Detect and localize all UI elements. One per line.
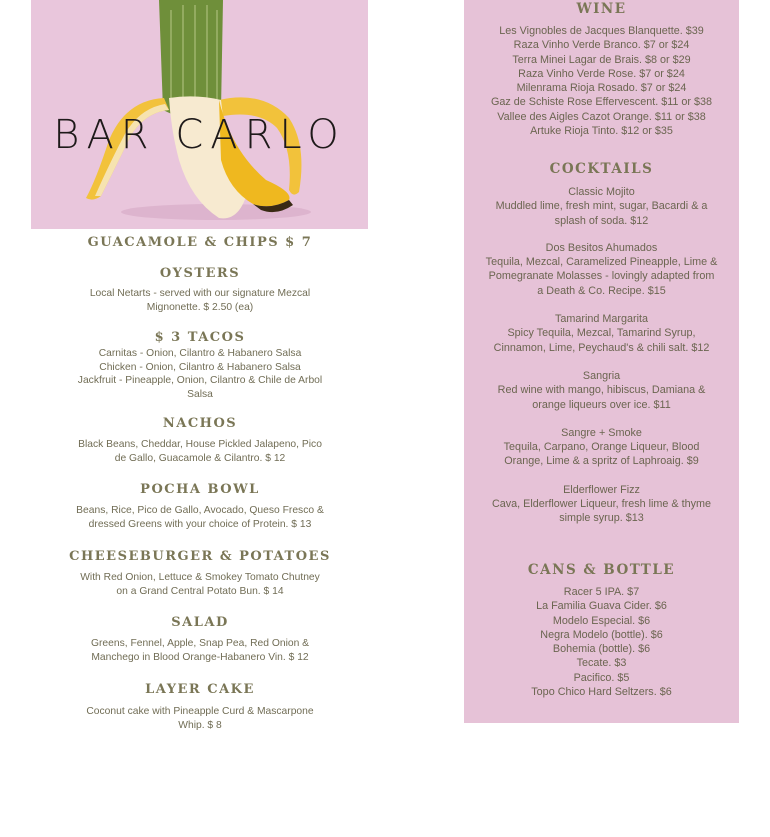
- bar-name-title: BAR CARLO: [53, 112, 346, 158]
- section-heading: WINE: [576, 1, 627, 17]
- cocktail-item: [464, 483, 739, 526]
- cocktail-name: Elderflower Fizz: [563, 483, 640, 496]
- beverage-item: Bohemia (bottle). $6: [552, 643, 651, 656]
- beverage-item: Racer 5 IPA. $7: [563, 586, 640, 598]
- cocktail-item: [464, 369, 739, 412]
- item-description: Carnitas - Onion, Cilantro & Habanero Salsa: [98, 348, 302, 359]
- cocktail-description: Cinnamon, Lime, Peychaud's & chili salt. $12: [493, 341, 710, 354]
- menu-section-tacos: [55, 329, 345, 401]
- beverage-item: Modelo Especial. $6: [552, 614, 651, 627]
- section-heading: CHEESEBURGER & POTATOES: [69, 549, 331, 564]
- item-description: Manchego in Blood Orange-Habanero Vin. $ 12: [91, 651, 309, 663]
- menu-section-salad: [55, 614, 345, 664]
- item-description: dressed Greens with your choice of Protein. $ 13: [88, 518, 312, 530]
- section-heading: LAYER CAKE: [145, 682, 255, 697]
- cocktail-description: Orange, Lime & a spritz of Laphroaig. $9: [504, 455, 699, 468]
- wine-item: Terra Minei Lagar de Brais. $8 or $29: [512, 53, 691, 66]
- menu-section-pocha-bowl: [55, 481, 345, 531]
- cocktail-description: Spicy Tequila, Mezcal, Tamarind Syrup,: [507, 327, 696, 340]
- cocktail-name: Classic Mojito: [568, 186, 635, 198]
- beverage-item: Tecate. $3: [576, 657, 627, 670]
- beverage-item: La Familia Guava Cider. $6: [536, 600, 667, 613]
- item-description: Coconut cake with Pineapple Curd & Mascarpone: [86, 706, 314, 717]
- cocktail-item: [464, 426, 739, 469]
- cocktail-item: [464, 241, 739, 298]
- cocktail-name: Sangre + Smoke: [561, 426, 642, 439]
- item-description: Mignonette. $ 2.50 (ea): [146, 301, 254, 313]
- section-heading: COCKTAILS: [549, 161, 654, 177]
- wine-item: Les Vignobles de Jacques Blanquette. $39: [499, 25, 704, 37]
- cocktail-description: Pomegranate Molasses - lovingly adapted from: [488, 270, 715, 283]
- cocktail-item: [464, 185, 739, 228]
- cocktail-description: Cava, Elderflower Liqueur, fresh lime & thyme: [491, 498, 712, 511]
- menu-section-wine: [464, 0, 739, 138]
- cocktail-description: simple syrup. $13: [559, 512, 644, 525]
- cocktail-description: splash of soda. $12: [554, 214, 649, 227]
- cocktail-description: a Death & Co. Recipe. $15: [537, 284, 666, 297]
- menu-section-cheeseburger: [55, 548, 345, 598]
- cocktail-description: Muddled lime, fresh mint, sugar, Bacardi & a: [495, 200, 708, 213]
- section-heading: OYSTERS: [159, 266, 241, 281]
- cocktail-name: Dos Besitos Ahumados: [545, 241, 658, 254]
- item-description: on a Grand Central Potato Bun. $ 14: [116, 585, 284, 597]
- menu-section-oysters: [55, 265, 345, 314]
- section-heading: GUACAMOLE & CHIPS $ 7: [87, 235, 313, 250]
- menu-section-nachos: [55, 415, 345, 465]
- section-heading: SALAD: [171, 615, 229, 630]
- item-description: Black Beans, Cheddar, House Pickled Jalapeno, Pico: [78, 439, 322, 450]
- menu-section-cans-bottle: [464, 561, 739, 699]
- drinks-panel: [464, 0, 739, 723]
- section-heading: $ 3 TACOS: [154, 330, 246, 345]
- beverage-item: Topo Chico Hard Seltzers. $6: [531, 686, 672, 699]
- cocktail-description: Tequila, Mezcal, Caramelized Pineapple, Lime &: [485, 256, 718, 269]
- menu-section-guacamole: [55, 234, 345, 252]
- menu-section-layer-cake: [55, 681, 345, 732]
- wine-item: Raza Vinho Verde Branco. $7 or $24: [513, 39, 690, 52]
- item-description: Chicken - Onion, Cilantro & Habanero Salsa: [99, 361, 301, 373]
- wine-item: Gaz de Schiste Rose Effervescent. $11 or $38: [490, 96, 713, 109]
- cocktail-item: [464, 312, 739, 355]
- item-description: Local Netarts - served with our signature Mezcal: [89, 288, 311, 299]
- hero-image: [31, 0, 368, 229]
- beverage-item: Negra Modelo (bottle). $6: [540, 628, 663, 641]
- menu-section-cocktails: [464, 160, 739, 526]
- wine-item: Vallee des Aigles Cazot Orange. $11 or $38: [497, 110, 706, 123]
- section-heading: CANS & BOTTLE: [527, 562, 676, 578]
- section-heading: NACHOS: [162, 416, 238, 431]
- wine-item: Raza Vinho Verde Rose. $7 or $24: [518, 67, 685, 80]
- wine-item: Artuke Rioja Tinto. $12 or $35: [530, 125, 673, 138]
- section-heading: POCHA BOWL: [140, 482, 260, 497]
- cocktail-name: Tamarind Margarita: [554, 313, 648, 326]
- wine-item: Milenrama Rioja Rosado. $7 or $24: [516, 82, 687, 95]
- item-description: Beans, Rice, Pico de Gallo, Avocado, Queso Fresco &: [76, 505, 324, 516]
- beverage-item: Pacifico. $5: [573, 671, 630, 684]
- cocktail-description: Red wine with mango, hibiscus, Damiana &: [497, 384, 706, 397]
- item-description: Greens, Fennel, Apple, Snap Pea, Red Onion &: [90, 638, 310, 649]
- item-description: With Red Onion, Lettuce & Smokey Tomato Chutney: [80, 572, 320, 583]
- cocktail-description: orange liqueurs over ice. $11: [532, 398, 671, 411]
- cocktail-description: Tequila, Carpano, Orange Liqueur, Blood: [503, 441, 700, 454]
- item-description: Jackfruit - Pineapple, Onion, Cilantro & Chile de Arbol: [77, 375, 323, 386]
- item-description: Whip. $ 8: [178, 719, 222, 731]
- item-description: de Gallo, Guacamole & Cilantro. $ 12: [114, 452, 286, 464]
- item-description: Salsa: [187, 388, 213, 400]
- cocktail-name: Sangria: [582, 369, 621, 382]
